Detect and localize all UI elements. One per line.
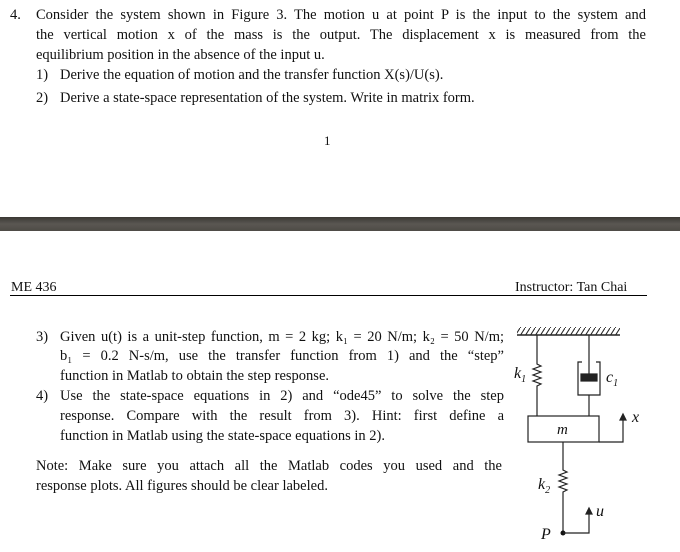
item-text: Derive a state-space representation of the system. Write in matrix form. — [60, 90, 475, 106]
item-number: 2) — [36, 90, 49, 106]
header-instructor: Instructor: Tan Chai — [515, 280, 628, 295]
u-arrow — [563, 508, 592, 533]
note-text-line: response plots. All figures should be clear labeled. — [36, 478, 328, 494]
label-x: x — [632, 409, 640, 426]
label-k2: $k_2$ — [538, 476, 551, 497]
ground-hatch — [517, 327, 620, 335]
item-number: 4) — [36, 388, 49, 404]
x-arrow — [599, 414, 626, 442]
question-text-line: Consider the system shown in Figure 3. The motion u at point P is the input to the system and — [36, 7, 646, 23]
question-text-line: the vertical motion x of the mass is the output. The displacement x is measured from the — [36, 27, 646, 43]
label-u: u — [596, 503, 604, 520]
item-number: 1) — [36, 67, 49, 83]
note-text-line: Note: Make sure you attach all the Matlab codes you used and the — [36, 458, 502, 474]
item-text-line: response. Compare with the result from 3). Hint: first define a — [60, 408, 504, 424]
label-p: P — [541, 526, 551, 543]
question-number: 4. — [10, 7, 21, 23]
item-text-line: b₁ = 0.2 N-s/m, use the transfer function from 1) and the “step” — [60, 348, 504, 364]
spring-k2 — [559, 442, 567, 533]
item-text-line: Given u(t) is a unit-step function, m = 2 kg; k₁ = 20 N/m; k₂ = 50 N/m; — [60, 329, 504, 345]
item-text: Derive the equation of motion and the transfer function X(s)/U(s). — [60, 67, 444, 83]
header-course: ME 436 — [11, 280, 57, 295]
label-k1: $k_1$ — [514, 365, 527, 386]
item-text-line: function in Matlab using the state-space equations in 2). — [60, 428, 385, 444]
item-text-line: function in Matlab to obtain the step response. — [60, 368, 330, 384]
label-c1: $c_1$ — [606, 369, 619, 390]
question-text-line: equilibrium position in the absence of the input u. — [36, 47, 325, 63]
item-text-line: Use the state-space equations in 2) and “ode45” to solve the step — [60, 388, 504, 404]
page-number: 1 — [324, 133, 331, 148]
damper-c1 — [578, 335, 600, 416]
item-number: 3) — [36, 329, 49, 345]
spring-k1 — [533, 335, 541, 416]
label-m: m — [557, 422, 568, 438]
